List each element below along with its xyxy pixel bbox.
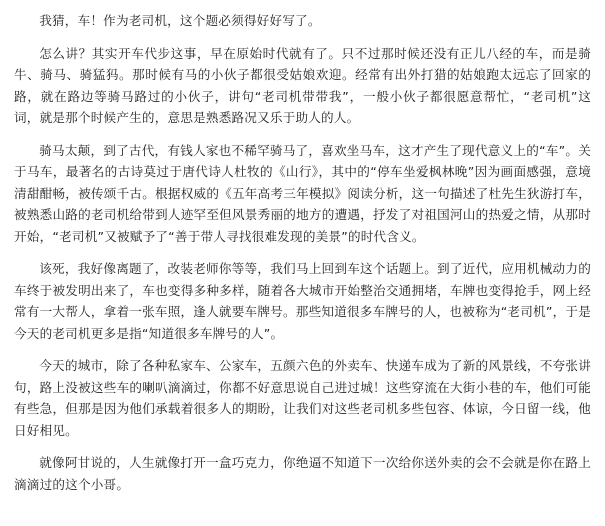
paragraph: 骑马太颠，到了古代，有钱人家也不稀罕骑马了，喜欢坐马车，这才产生了现代意义上的“车”。关于马车，最著名的古诗莫过于唐代诗人杜牧的《山行》，其中的“停车坐爱枫林晚”因为画面感强，意境清甜酣畅，被传颂千古。根据权威的《五年高考三年模拟》阅读分析，这一句描述了杜先生狄游打车，被熟悉山路的老司机给带到人迹罕至但风景秀丽的地方的遭遇，抒发了对祖国河山的热爱之情，从那时开始，“老司机”又被赋予了“善于带人寻找很难发现的美景”的时代含义。 [14,142,591,244]
paragraph: 我猜，车！作为老司机，这个题必须得好好写了。 [39,13,321,28]
paragraph: 今天的城市，除了各种私家车、公家车，五颜六色的外卖车、快递车成为了新的风景线，不夸张讲句，路上没被这些车的喇叭滴滴过，你都不好意思说自己进过城！这些穿流在大街小巷的车，他们可能有些急，但那是因为他们承载着很多人的期盼，让我们对这些老司机多些包容、体谅，今日留一线，他日好相见。 [14,358,591,438]
paragraph: 就像阿甘说的，人生就像打开一盒巧克力，你绝逼不知道下一次给你送外卖的会不会就是你在路上滴滴过的这个小哥。 [14,455,591,492]
paragraph: 该死，我好像离题了，改装老师你等等，我们马上回到车这个话题上。到了近代，应用机械动力的车终于被发明出来了，车也变得多种多样，随着各大城市开始整治交通拥堵，车牌也变得抢手，网上经常有一大帮人，拿着一张车照，逢人就要车牌号。那些知道很多车牌号的人，也被称为“老司机”，于是今天的老司机更多是指“知道很多车牌号的人”。 [14,261,591,341]
paragraph: 怎么讲？其实开车代步这事，早在原始时代就有了。只不过那时候还没有正儿八经的车，而是骑牛、骑马、骑猛犸。那时候有马的小伙子都很受姑娘欢迎。经常有出外打猎的姑娘跑太远忘了回家的路，就在路边等骑马路过的小伙子，讲句“老司机带带我”，一般小伙子都很愿意帮忙，“老司机”这词，就是那个时候产生的，意思是熟悉路况又乐于助人的人。 [14,45,591,125]
article-body [14,10,591,495]
